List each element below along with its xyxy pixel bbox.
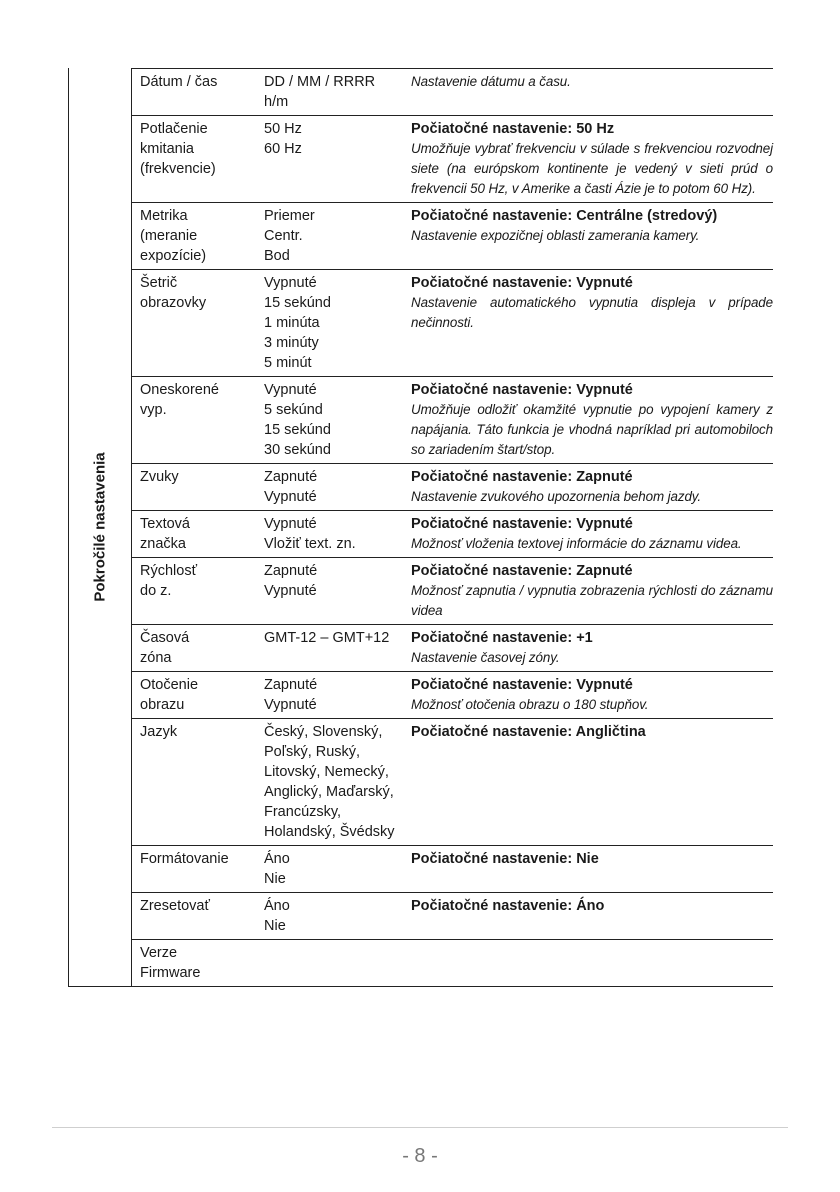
setting-options	[264, 628, 411, 668]
setting-name-line: Časová	[140, 630, 190, 646]
table-row	[132, 939, 773, 986]
setting-option: Vypnuté	[264, 275, 317, 291]
setting-options	[264, 561, 411, 621]
section-label-cell	[69, 68, 132, 986]
setting-option: Vypnuté	[264, 382, 317, 398]
setting-description	[411, 896, 773, 936]
setting-description	[411, 722, 773, 842]
table-row	[132, 376, 773, 463]
setting-description	[411, 849, 773, 889]
table-row	[132, 510, 773, 557]
description-text: Nastavenie expozičnej oblasti zamerania kamery.	[411, 228, 700, 243]
setting-name-line: Šetrič	[140, 275, 178, 291]
description-text: Možnosť zapnutia / vypnutia zobrazenia rýchlosti do záznamu videa	[411, 583, 773, 618]
setting-description	[411, 273, 773, 373]
description-text: Nastavenie automatického vypnutia displeja v prípade nečinnosti.	[411, 295, 773, 330]
description-text: Možnosť vloženia textovej informácie do záznamu videa.	[411, 536, 742, 551]
setting-name-line: Verze	[140, 945, 178, 961]
setting-option: DD / MM / RRRR	[264, 74, 376, 90]
setting-options	[264, 722, 411, 842]
setting-options	[264, 943, 411, 983]
setting-name-line: obrazu	[140, 697, 185, 713]
setting-options	[264, 849, 411, 889]
setting-description	[411, 943, 773, 983]
setting-option: Vložiť text. zn.	[264, 536, 356, 552]
default-value: Počiatočné nastavenie: Zapnuté	[411, 469, 633, 485]
setting-option: Bod	[264, 248, 290, 264]
default-value: Počiatočné nastavenie: +1	[411, 630, 593, 646]
setting-options	[264, 675, 411, 715]
setting-name	[132, 722, 264, 842]
default-value: Počiatočné nastavenie: 50 Hz	[411, 121, 615, 137]
setting-name-line: (frekvencie)	[140, 161, 216, 177]
setting-option: Priemer	[264, 208, 315, 224]
setting-option: Zapnuté	[264, 677, 318, 693]
setting-option: GMT-12 – GMT+12	[264, 630, 390, 646]
setting-option: 60 Hz	[264, 141, 302, 157]
setting-name	[132, 675, 264, 715]
setting-option: Holandský, Švédsky	[264, 824, 395, 840]
setting-name-line: vyp.	[140, 402, 167, 418]
default-value: Počiatočné nastavenie: Vypnuté	[411, 516, 633, 532]
setting-description	[411, 119, 773, 199]
setting-option: 5 sekúnd	[264, 402, 323, 418]
description-text: Nastavenie časovej zóny.	[411, 650, 560, 665]
setting-description	[411, 628, 773, 668]
setting-name-line: kmitania	[140, 141, 194, 157]
description-text: Umožňuje odložiť okamžité vypnutie po vypojení kamery z napájania. Táto funkcia je vhodná napríklad pri automobiloch so zariadením štart/stop.	[411, 402, 773, 457]
setting-options	[264, 206, 411, 266]
setting-description	[411, 561, 773, 621]
default-value: Počiatočné nastavenie: Áno	[411, 898, 605, 914]
table-row	[132, 845, 773, 892]
setting-name-line: Metrika	[140, 208, 188, 224]
setting-name	[132, 206, 264, 266]
setting-name-line: Formátovanie	[140, 851, 229, 867]
setting-name	[132, 119, 264, 199]
setting-option: Vypnuté	[264, 516, 317, 532]
settings-table	[68, 68, 773, 987]
setting-name-line: Otočenie	[140, 677, 199, 693]
setting-option: Zapnuté	[264, 469, 318, 485]
settings-rows	[132, 68, 773, 986]
setting-option: 5 minút	[264, 355, 312, 371]
setting-name-line: Textová	[140, 516, 190, 532]
setting-name-line: Zvuky	[140, 469, 179, 485]
setting-option: Vypnuté	[264, 489, 317, 505]
description-text: Nastavenie zvukového upozornenia behom jazdy.	[411, 489, 702, 504]
description-text: Nastavenie dátumu a času.	[411, 74, 571, 89]
setting-option: 1 minúta	[264, 315, 320, 331]
setting-option: Litovský, Nemecký,	[264, 764, 389, 780]
setting-description	[411, 206, 773, 266]
default-value: Počiatočné nastavenie: Zapnuté	[411, 563, 633, 579]
setting-options	[264, 72, 411, 112]
setting-option: Áno	[264, 851, 290, 867]
default-value: Počiatočné nastavenie: Vypnuté	[411, 275, 633, 291]
table-row	[132, 68, 773, 115]
default-value: Počiatočné nastavenie: Angličtina	[411, 724, 646, 740]
setting-option: Vypnuté	[264, 583, 317, 599]
setting-name-line: Rýchlosť	[140, 563, 198, 579]
default-value: Počiatočné nastavenie: Vypnuté	[411, 677, 633, 693]
setting-options	[264, 514, 411, 554]
setting-description	[411, 514, 773, 554]
section-label: Pokročilé nastavenia	[91, 452, 109, 602]
setting-options	[264, 273, 411, 373]
setting-name	[132, 380, 264, 460]
setting-name-line: (meranie	[140, 228, 198, 244]
setting-options	[264, 119, 411, 199]
description-text: Umožňuje vybrať frekvenciu v súlade s frekvenciou rozvodnej siete (na európskom kontinente je vedený v sieti prúd o frekvencii 50 Hz, v Amerike a časti Ázie je to potom 60 Hz).	[411, 141, 773, 196]
setting-options	[264, 467, 411, 507]
setting-name	[132, 72, 264, 112]
setting-description	[411, 72, 773, 112]
setting-option: Anglický, Maďarský,	[264, 784, 394, 800]
setting-name-line: značka	[140, 536, 186, 552]
setting-name	[132, 514, 264, 554]
setting-options	[264, 380, 411, 460]
setting-option: Francúzsky,	[264, 804, 342, 820]
setting-option: 15 sekúnd	[264, 295, 331, 311]
setting-description	[411, 675, 773, 715]
setting-name-line: Potlačenie	[140, 121, 208, 137]
setting-name-line: Oneskorené	[140, 382, 219, 398]
setting-option: Nie	[264, 918, 286, 934]
setting-option: Vypnuté	[264, 697, 317, 713]
setting-name-line: do z.	[140, 583, 172, 599]
table-row	[132, 892, 773, 939]
default-value: Počiatočné nastavenie: Vypnuté	[411, 382, 633, 398]
setting-description	[411, 380, 773, 460]
setting-options	[264, 896, 411, 936]
table-row	[132, 269, 773, 376]
setting-name	[132, 943, 264, 983]
table-row	[132, 557, 773, 624]
setting-name-line: obrazovky	[140, 295, 207, 311]
setting-name	[132, 628, 264, 668]
setting-name	[132, 561, 264, 621]
setting-option: 15 sekúnd	[264, 422, 331, 438]
description-text: Možnosť otočenia obrazu o 180 stupňov.	[411, 697, 649, 712]
footer-divider	[52, 1127, 788, 1128]
setting-name-line: Zresetovať	[140, 898, 210, 914]
setting-option: Nie	[264, 871, 286, 887]
table-row	[132, 115, 773, 202]
table-row	[132, 671, 773, 718]
setting-option: Český, Slovenský,	[264, 724, 383, 740]
setting-option: 3 minúty	[264, 335, 319, 351]
page-number: - 8 -	[402, 1145, 438, 1167]
setting-name-line: expozície)	[140, 248, 207, 264]
setting-option: Poľský, Ruský,	[264, 744, 361, 760]
default-value: Počiatočné nastavenie: Centrálne (stredový)	[411, 208, 718, 224]
setting-description	[411, 467, 773, 507]
setting-option: 30 sekúnd	[264, 442, 331, 458]
setting-option: h/m	[264, 94, 289, 110]
setting-option: Áno	[264, 898, 290, 914]
default-value: Počiatočné nastavenie: Nie	[411, 851, 599, 867]
setting-name	[132, 467, 264, 507]
setting-name	[132, 849, 264, 889]
setting-name-line: Firmware	[140, 965, 201, 981]
setting-option: Zapnuté	[264, 563, 318, 579]
table-row	[132, 624, 773, 671]
setting-name	[132, 273, 264, 373]
setting-option: Centr.	[264, 228, 303, 244]
setting-name	[132, 896, 264, 936]
setting-option: 50 Hz	[264, 121, 302, 137]
setting-name-line: Jazyk	[140, 724, 178, 740]
table-row	[132, 202, 773, 269]
setting-name-line: Dátum / čas	[140, 74, 218, 90]
setting-name-line: zóna	[140, 650, 172, 666]
table-row	[132, 718, 773, 845]
table-row	[132, 463, 773, 510]
